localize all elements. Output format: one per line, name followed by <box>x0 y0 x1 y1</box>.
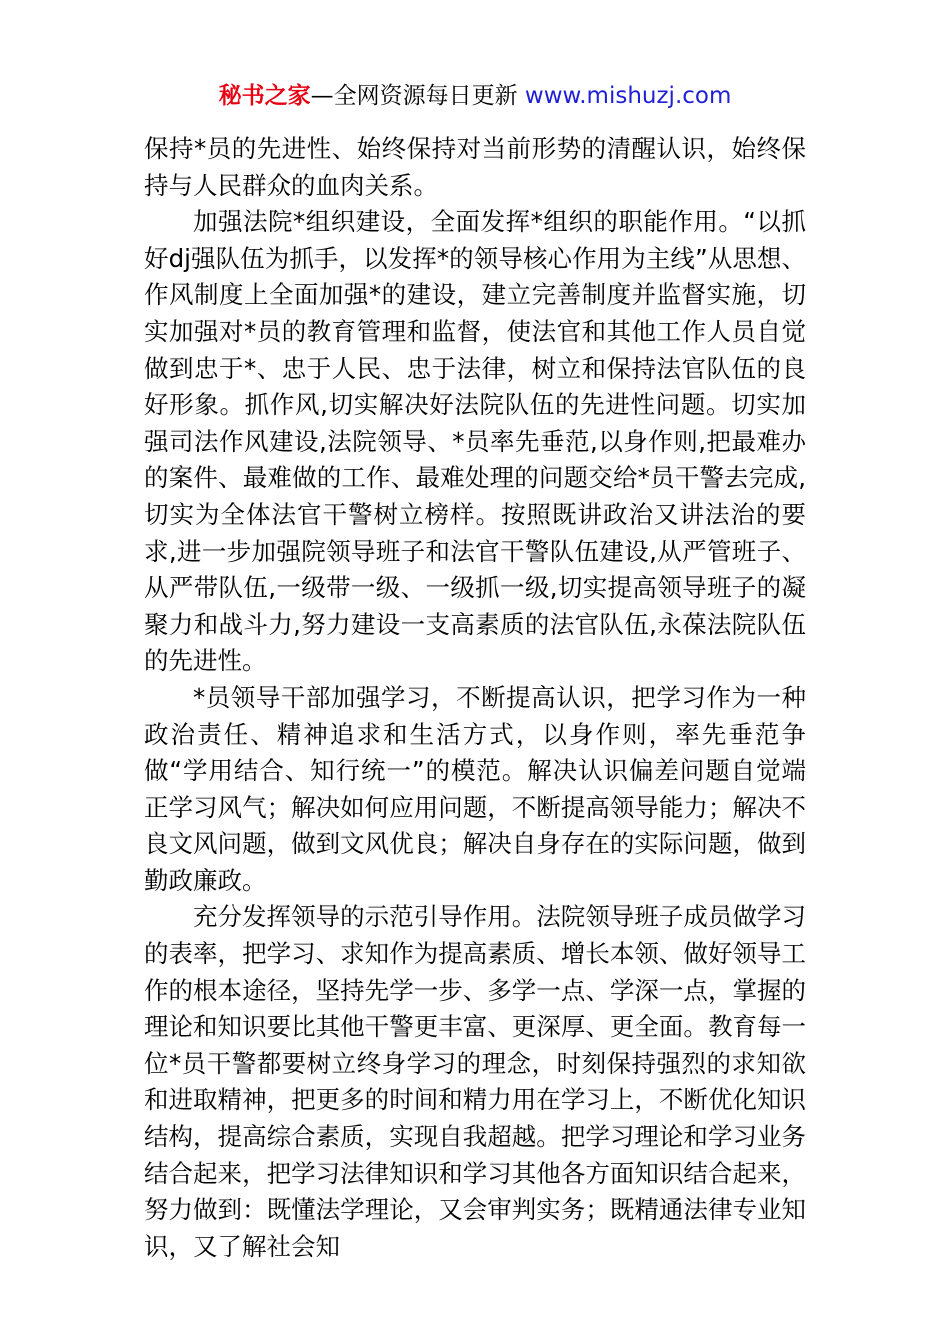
document-body <box>144 131 806 1265</box>
paragraph: 加强法院*组织建设，全面发挥*组织的职能作用。“以抓好dj强队伍为抓手，以发挥*的领导核心作用为主线”从思想、作风制度上全面加强*的建设，建立完善制度并监督实施，切实加强对*员的教育管理和监督，使法官和其他工作人员自觉做到忠于*、忠于人民、忠于法律，树立和保持法官队伍的良好形象。抓作风,切实解决好法院队伍的先进性问题。切实加强司法作风建设,法院领导、*员率先垂范,以身作则,把最难办的案件、最难做的工作、最难处理的问题交给*员干警去完成,切实为全体法官干警树立榜样。按照既讲政治又讲法治的要求,进一步加强院领导班子和法官干警队伍建设,从严管班子、从严带队伍,一级带一级、一级抓一级,切实提高领导班子的凝聚力和战斗力,努力建设一支高素质的法官队伍,永葆法院队伍的先进性。 <box>144 207 806 676</box>
site-tagline: —全网资源每日更新 <box>310 83 518 109</box>
site-header <box>0 80 950 112</box>
paragraph-continuation: 保持*员的先进性、始终保持对当前形势的清醒认识，始终保持与人民群众的血肉关系。 <box>144 134 806 200</box>
paragraph: 充分发挥领导的示范引导作用。法院领导班子成员做学习的表率，把学习、求知作为提高素质、增长本领、做好领导工作的根本途径，坚持先学一步、多学一点、学深一点，掌握的理论和知识要比其他干警更丰富、更深厚、更全面。教育每一位*员干警都要树立终身学习的理念，时刻保持强烈的求知欲和进取精神，把更多的时间和精力用在学习上，不断优化知识结构，提高综合素质，实现自我超越。把学习理论和学习业务结合起来，把学习法律知识和学习其他各方面知识结合起来，努力做到：既懂法学理论，又会审判实务；既精通法律专业知识，又了解社会知 <box>144 902 806 1261</box>
paragraph: *员领导干部加强学习，不断提高认识，把学习作为一种政治责任、精神追求和生活方式，以身作则，率先垂范争做“学用结合、知行统一”的模范。解决认识偏差问题自觉端正学习风气；解决如何应用问题，不断提高领导能力；解决不良文风问题，做到文风优良；解决自身存在的实际问题，做到勤政廉政。 <box>144 682 806 895</box>
site-brand: 秘书之家 <box>218 83 311 109</box>
site-url-link[interactable]: www.mishuzj.com <box>524 83 732 109</box>
